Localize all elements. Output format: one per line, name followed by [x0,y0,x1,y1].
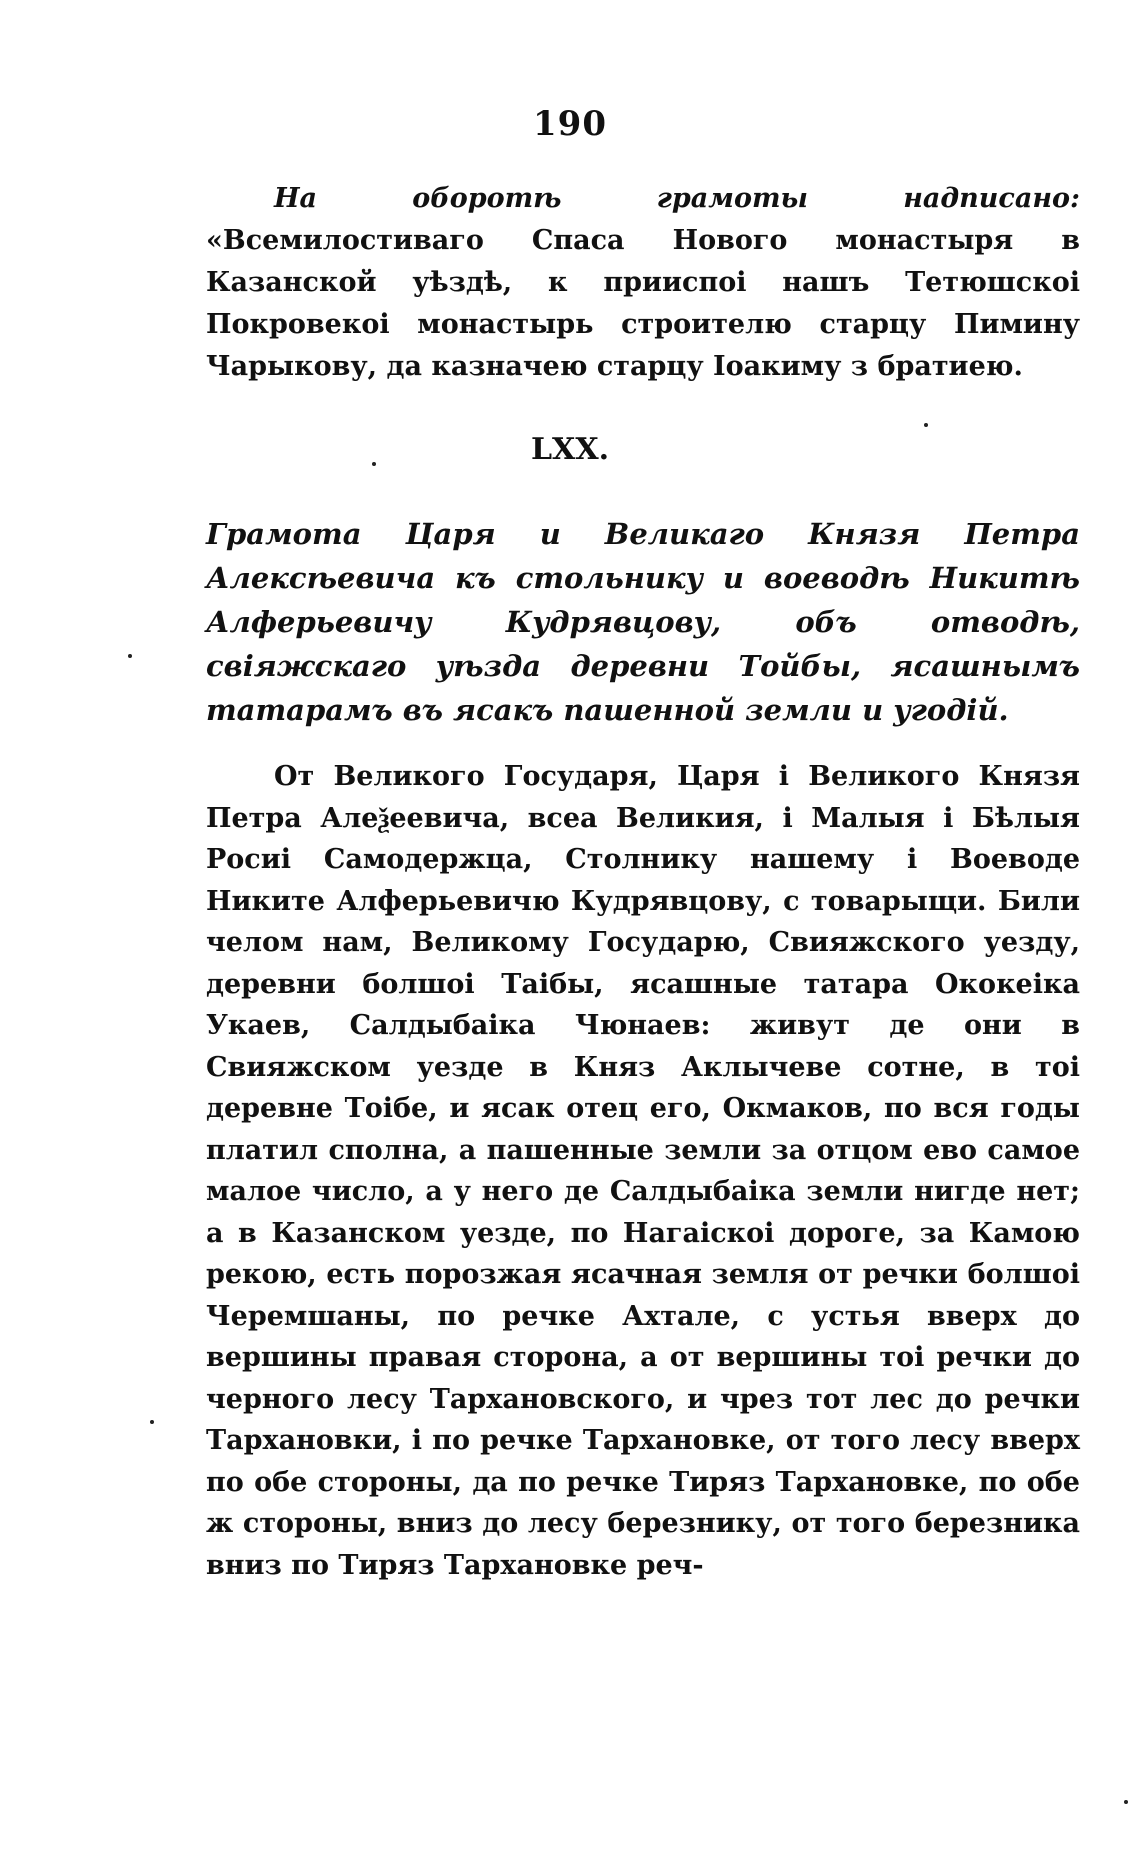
charter-body-text: От Великого Государя, Царя і Великого Князя Петра Алеѯеевича, всеа Великия, і Малыя і Бѣлыя Росиі Самодержца, Столнику нашему і Воеводе Никите Алферьевичю Кудрявцову, с товарыщи. Били челом нам, Великому Государю, Свияжского уезду, деревни болшоі Таібы, ясашные татара Ококеіка Укаев, Салдыбаіка Чюнаев: живут де они в Свияжском уезде в Княз Аклычеве сотне, в тоі деревне Тоібе, и ясак отец его, Окмаков, по вся годы платил сполна, а пашенные земли за отцом ево самое малое число, а у него де Салдыбаіка земли нигде нет; а в Казанском уезде, по Нагаіскоі дороге, за Камою рекою, есть порозжая ясачная земля от речки болшоі Черемшаны, по речке Ахтале, с устья вверх до вершины правая сторона, а от вершины тоі речки до черного лесу Тархановского, и чрез тот лес до речки Тархановки, і по речке Тархановке, от того лесу вверх по обе стороны, да по речке Тиряз Тархановке, по обе ж стороны, вниз до лесу березнику, от того березника вниз по Тиряз Тархановке реч- [206,761,1080,1581]
note-text: «Всемилостиваго Спаса Нового монастыря в Казанской уѣздѣ, к прииспоі нашъ Тетюшскоі Покровекоі монастырь строителю старцу Пимину Чарыкову, да казначею старцу Іоакиму з братиею. [206,225,1080,382]
print-speck [1124,1800,1128,1804]
reverse-inscription-note [206,178,1080,388]
charter-heading: Грамота Царя и Великаго Князя Петра Алексѣевича къ стольнику и воеводѣ Никитѣ Алферьевичу Кудрявцову, объ отводѣ, свіяжскаго уѣзда деревни Тойбы, ясашнымъ татарамъ въ ясакъ пашенной земли и угодій. [206,517,1080,727]
page-number: 190 [533,104,607,144]
print-speck [924,423,928,427]
print-speck [372,462,376,466]
section-number: LXX. [530,432,610,467]
note-lead: На оборотѣ грамоты надписано: [274,183,1080,214]
print-speck [128,654,132,658]
print-speck [150,1420,154,1424]
